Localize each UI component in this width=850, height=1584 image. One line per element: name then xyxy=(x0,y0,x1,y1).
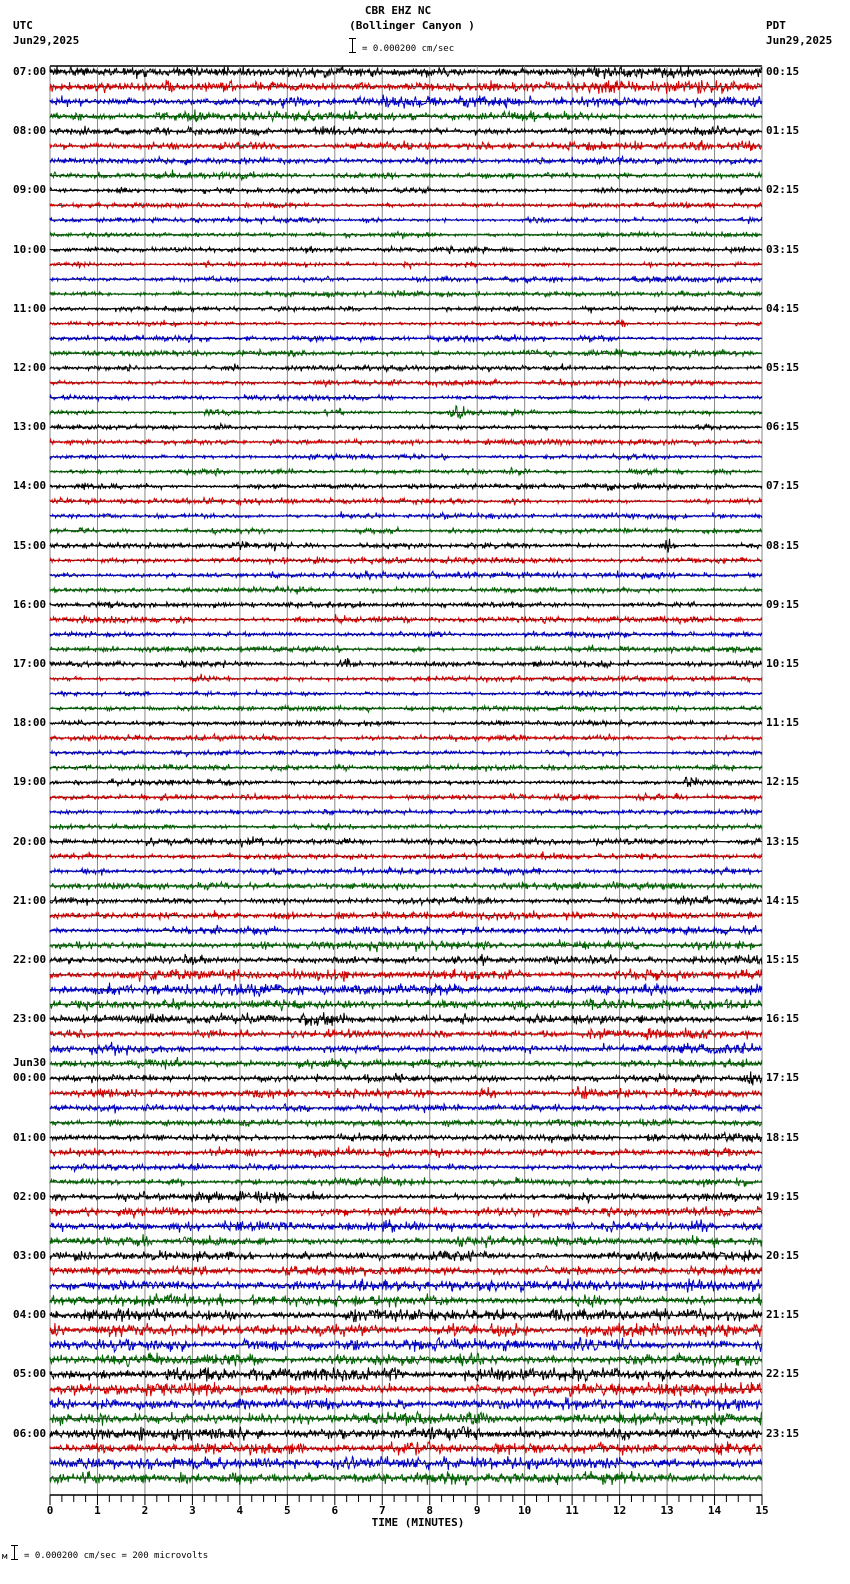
pdt-hour-label: 12:15 xyxy=(766,775,800,789)
utc-hour-label: 10:00 xyxy=(13,242,47,256)
pdt-hour-label: 00:15 xyxy=(766,65,800,78)
x-tick-label: 12 xyxy=(612,1504,627,1517)
utc-hour-label: 01:00 xyxy=(13,1130,47,1144)
seismic-trace xyxy=(50,109,762,122)
seismic-trace xyxy=(50,1086,762,1099)
seismic-trace xyxy=(50,363,762,372)
utc-hour-label: 04:00 xyxy=(13,1308,47,1322)
utc-hour-label: 03:00 xyxy=(13,1249,47,1262)
utc-hour-label: 23:00 xyxy=(13,1012,47,1026)
station-location: (Bollinger Canyon ) xyxy=(349,19,475,32)
utc-hour-label: 13:00 xyxy=(13,420,47,434)
seismic-trace xyxy=(50,556,762,564)
utc-hour-label: 18:00 xyxy=(13,716,47,730)
x-tick-label: 0 xyxy=(46,1504,54,1517)
seismic-trace xyxy=(50,1119,762,1127)
pdt-hour-label: 23:15 xyxy=(766,1426,800,1440)
seismic-trace xyxy=(50,1146,762,1158)
pdt-hour-label: 01:15 xyxy=(766,124,800,138)
utc-hour-label: 22:00 xyxy=(13,953,47,966)
seismic-trace xyxy=(50,66,762,79)
seismic-trace xyxy=(50,691,762,697)
utc-hour-label: 20:00 xyxy=(13,834,47,848)
utc-hour-label: 00:00 xyxy=(13,1071,47,1085)
seismic-trace xyxy=(50,126,762,136)
x-tick-label: 14 xyxy=(707,1504,722,1517)
x-tick-label: 15 xyxy=(755,1504,769,1517)
x-axis-title: TIME (MINUTES) xyxy=(371,1516,465,1529)
seismic-trace xyxy=(50,674,762,683)
pdt-hour-label: 15:15 xyxy=(766,953,800,966)
seismic-trace xyxy=(50,527,762,534)
utc-hour-label: 14:00 xyxy=(13,479,47,493)
pdt-hour-label: 02:15 xyxy=(766,183,800,197)
pdt-hour-label: 03:15 xyxy=(766,242,800,256)
utc-hour-label: 16:00 xyxy=(13,597,47,611)
pdt-hour-label: 18:15 xyxy=(766,1130,800,1144)
seismic-trace xyxy=(50,939,762,952)
seismic-trace xyxy=(50,851,762,860)
seismic-trace xyxy=(50,1012,762,1026)
pdt-hour-label: 07:15 xyxy=(766,479,800,493)
utc-hour-label: 09:00 xyxy=(13,183,47,197)
utc-hour-label: 11:00 xyxy=(13,301,47,315)
footer-marker: м xyxy=(2,1552,8,1562)
seismic-trace xyxy=(50,1206,762,1219)
seismic-trace xyxy=(50,306,762,314)
header-scale-text: = 0.000200 cm/sec xyxy=(362,44,455,54)
seismic-trace xyxy=(50,764,762,772)
pdt-hour-label: 17:15 xyxy=(766,1071,800,1085)
left-timezone: UTC xyxy=(13,19,33,32)
x-tick-label: 4 xyxy=(236,1504,244,1517)
seismic-trace xyxy=(50,1028,762,1041)
pdt-hour-label: 05:15 xyxy=(766,361,800,374)
seismic-trace xyxy=(50,1191,762,1203)
x-tick-label: 11 xyxy=(565,1504,579,1517)
utc-hour-label: 07:00 xyxy=(13,65,47,78)
x-tick-label: 3 xyxy=(189,1504,196,1517)
seismic-trace xyxy=(50,394,762,401)
pdt-hour-label: 04:15 xyxy=(766,301,800,315)
seismic-trace xyxy=(50,497,762,505)
utc-hour-label: 12:00 xyxy=(13,361,47,374)
utc-hour-label: 05:00 xyxy=(13,1367,47,1381)
seismic-trace xyxy=(50,454,762,461)
seismic-trace xyxy=(50,1397,762,1411)
x-tick-label: 9 xyxy=(473,1504,481,1517)
x-tick-label: 1 xyxy=(94,1504,101,1517)
x-tick-label: 13 xyxy=(660,1504,674,1517)
date-change-label: Jun30 xyxy=(13,1056,47,1070)
seismic-trace xyxy=(50,1471,762,1485)
pdt-hour-label: 22:15 xyxy=(766,1367,800,1381)
pdt-hour-label: 06:15 xyxy=(766,420,800,434)
seismic-trace xyxy=(50,170,762,180)
station-title: CBR EHZ NC xyxy=(364,4,432,17)
utc-hour-label: 06:00 xyxy=(13,1426,47,1440)
x-tick-label: 6 xyxy=(331,1504,339,1517)
seismic-trace xyxy=(50,95,762,109)
x-tick-label: 5 xyxy=(284,1504,291,1517)
seismic-trace xyxy=(50,823,762,830)
utc-hour-label: 15:00 xyxy=(13,538,47,552)
seismic-trace xyxy=(50,1042,762,1056)
seismic-trace xyxy=(50,468,762,476)
seismic-trace xyxy=(50,720,762,727)
seismic-trace xyxy=(50,140,762,151)
pdt-hour-label: 10:15 xyxy=(766,657,800,670)
pdt-hour-label: 16:15 xyxy=(766,1012,800,1026)
seismic-trace xyxy=(50,881,762,890)
footer-scale-text: = 0.000200 cm/sec = 200 microvolts xyxy=(24,1551,209,1561)
seismic-trace xyxy=(50,320,762,328)
seismic-trace xyxy=(50,1250,762,1262)
seismic-trace xyxy=(50,1163,762,1171)
pdt-hour-label: 11:15 xyxy=(766,716,800,730)
right-timezone: PDT xyxy=(766,19,786,32)
seismic-trace xyxy=(50,614,762,624)
pdt-hour-label: 13:15 xyxy=(766,834,800,848)
utc-hour-label: 17:00 xyxy=(13,657,47,670)
utc-hour-label: 21:00 xyxy=(13,893,47,907)
x-tick-label: 8 xyxy=(426,1504,434,1517)
pdt-hour-label: 20:15 xyxy=(766,1249,800,1262)
right-date: Jun29,2025 xyxy=(766,34,833,47)
x-tick-label: 2 xyxy=(141,1504,149,1517)
x-tick-label: 7 xyxy=(378,1504,386,1517)
pdt-hour-label: 14:15 xyxy=(766,893,800,907)
utc-hour-label: 02:00 xyxy=(13,1189,47,1203)
seismic-trace xyxy=(50,1323,762,1337)
seismic-trace xyxy=(50,658,762,668)
pdt-hour-label: 08:15 xyxy=(766,538,800,552)
seismic-trace xyxy=(50,439,762,446)
utc-hour-label: 19:00 xyxy=(13,775,47,789)
seismic-trace xyxy=(50,1133,762,1144)
x-tick-label: 10 xyxy=(518,1504,532,1517)
utc-hour-label: 08:00 xyxy=(13,124,47,138)
left-date: Jun29,2025 xyxy=(13,34,80,47)
pdt-hour-label: 21:15 xyxy=(766,1308,800,1322)
seismic-trace xyxy=(50,836,762,847)
pdt-hour-label: 19:15 xyxy=(766,1189,800,1203)
seismic-trace xyxy=(50,406,762,419)
pdt-hour-label: 09:15 xyxy=(766,597,800,611)
footer-scale-bar-icon xyxy=(14,1545,21,1560)
